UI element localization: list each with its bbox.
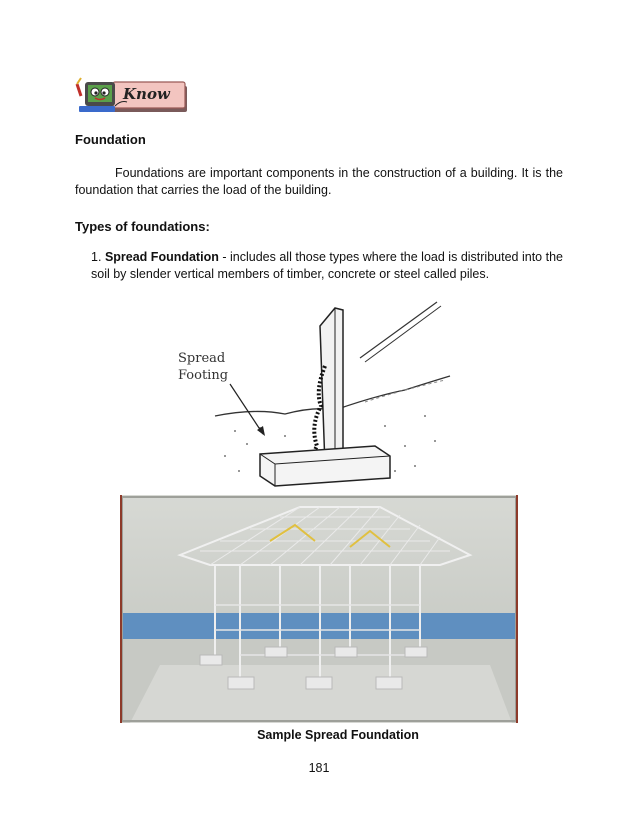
spread-footing-illustration (175, 296, 465, 488)
list-number: 1. (91, 250, 102, 264)
list-item-text: includes all those types where the load is distributed into the soil by slender vertical members of timber, concrete or steel called piles. (91, 250, 564, 281)
intro-paragraph: Foundations are important components in the construction of a building. It is the foundation that carries the load of the building. (75, 166, 563, 197)
figure-caption: Sample Spread Foundation (257, 728, 419, 742)
know-logo (75, 76, 187, 114)
list-item (91, 249, 563, 283)
list-item-title: Spread Foundation (104, 250, 219, 264)
page-number: 181 (308, 761, 330, 775)
logo-text: Know (123, 85, 170, 103)
list-item-separator: - (218, 250, 230, 264)
figure-label-line1: Spread (178, 351, 226, 366)
figure-label-line2: Footing (178, 368, 229, 383)
section-heading: Foundation (75, 132, 146, 147)
types-heading: Types of foundations: (75, 219, 210, 234)
spread-foundation-model-photo (120, 495, 518, 723)
